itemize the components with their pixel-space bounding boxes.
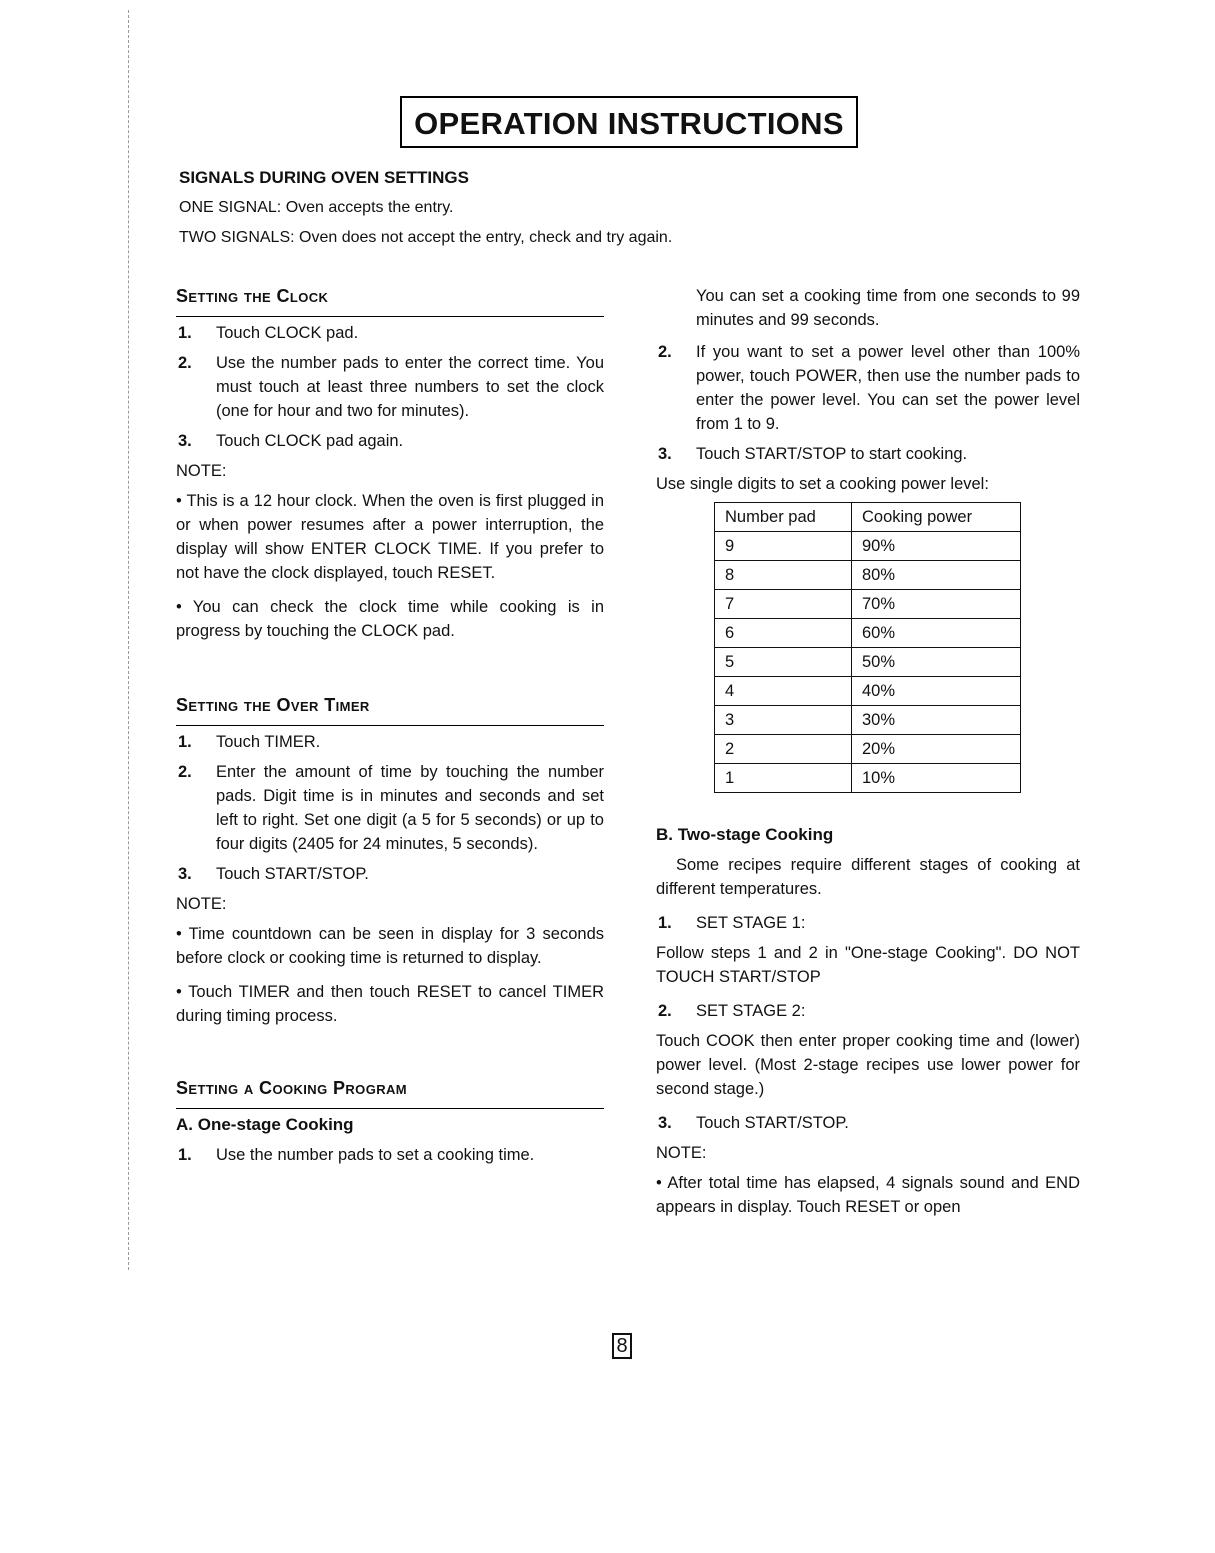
stage-1-text: Follow steps 1 and 2 in "One-stage Cooking". DO NOT TOUCH START/STOP (656, 944, 1080, 986)
table-cell: 40% (852, 677, 1021, 706)
table-cell: 3 (715, 706, 852, 735)
two-stage-note-label: NOTE: (656, 1144, 707, 1162)
table-cell: 5 (715, 648, 852, 677)
program-heading: Setting a Cooking Program (176, 1076, 604, 1109)
table-row (715, 532, 1021, 561)
one-stage-heading: A. One-stage Cooking (176, 1115, 354, 1134)
one-stage-continued: You can set a cooking time from one seconds to 99 minutes and 99 seconds. (696, 287, 1080, 329)
table-cell: 7 (715, 590, 852, 619)
timer-step-1: 1. Touch TIMER. (178, 733, 321, 751)
table-row (715, 561, 1021, 590)
stage-2-text: Touch COOK then enter proper cooking time and (lower) power level. (Most 2-stage recipes use lower power for second stage.) (656, 1032, 1080, 1098)
table-row (715, 706, 1021, 735)
table-row (715, 677, 1021, 706)
table-cell: 60% (852, 619, 1021, 648)
table-cell: 80% (852, 561, 1021, 590)
clock-heading: Setting the Clock (176, 284, 604, 317)
table-row (715, 619, 1021, 648)
clock-note-1: • This is a 12 hour clock. When the oven is first plugged in or when power resumes after a power interruption, the display will show ENTER CLOCK TIME. If you prefer to not have the clock displayed, touch RESET. (176, 492, 604, 582)
stage-3-label: 3. Touch START/STOP. (658, 1114, 849, 1132)
table-row (715, 735, 1021, 764)
signals-one: ONE SIGNAL: Oven accepts the entry. (179, 199, 454, 216)
table-cell: 70% (852, 590, 1021, 619)
table-cell: 50% (852, 648, 1021, 677)
timer-heading: Setting the Over Timer (176, 693, 604, 726)
table-row (715, 764, 1021, 793)
timer-step-2: 2. Enter the amount of time by touching the number pads. Digit time is in minutes and seconds and set left to right. Set one digit (a 5 for 5 seconds) or up to four digits (2405 for 24 minutes, 5 seconds). (178, 763, 604, 853)
clock-step-3: 3. Touch CLOCK pad again. (178, 432, 404, 450)
power-level-table (714, 502, 1021, 793)
table-row (715, 590, 1021, 619)
one-stage-step-2: 2. If you want to set a power level other than 100% power, touch POWER, then use the number pads to enter the power level. You can set the power level from 1 to 9. (658, 343, 1080, 433)
two-stage-intro: Some recipes require different stages of cooking at different temperatures. (656, 856, 1080, 898)
page-number: 8 (612, 1333, 632, 1359)
page-title: OPERATION INSTRUCTIONS (400, 96, 858, 148)
signals-heading: SIGNALS DURING OVEN SETTINGS (179, 168, 469, 187)
table-cell: 9 (715, 532, 852, 561)
clock-step-2: 2. Use the number pads to enter the correct time. You must touch at least three numbers to set the clock (one for hour and two for minutes). (178, 354, 604, 420)
table-header-cell: Cooking power (852, 503, 1021, 532)
right-column (656, 284, 1080, 1229)
power-table-intro: Use single digits to set a cooking power level: (656, 475, 989, 493)
table-header-cell: Number pad (715, 503, 852, 532)
timer-note-label: NOTE: (176, 895, 227, 913)
table-cell: 1 (715, 764, 852, 793)
two-stage-heading: B. Two-stage Cooking (656, 825, 834, 844)
table-cell: 20% (852, 735, 1021, 764)
clock-note-label: NOTE: (176, 462, 227, 480)
table-row (715, 648, 1021, 677)
signals-two: TWO SIGNALS: Oven does not accept the entry, check and try again. (179, 229, 673, 246)
left-column (176, 284, 604, 1173)
table-cell: 4 (715, 677, 852, 706)
signals-section (179, 166, 879, 256)
table-cell: 10% (852, 764, 1021, 793)
timer-note-1: • Time countdown can be seen in display for 3 seconds before clock or cooking time is returned to display. (176, 925, 604, 967)
clock-step-1: 1. Touch CLOCK pad. (178, 324, 359, 342)
table-cell: 2 (715, 735, 852, 764)
stage-2-label: 2. SET STAGE 2: (658, 1002, 806, 1020)
scan-margin-line (128, 10, 129, 1270)
table-cell: 6 (715, 619, 852, 648)
table-header-row (715, 503, 1021, 532)
table-cell: 90% (852, 532, 1021, 561)
timer-step-3: 3. Touch START/STOP. (178, 865, 369, 883)
table-cell: 30% (852, 706, 1021, 735)
one-stage-step-3: 3. Touch START/STOP to start cooking. (658, 445, 968, 463)
two-stage-note: • After total time has elapsed, 4 signals sound and END appears in display. Touch RESET or open (656, 1174, 1080, 1216)
table-cell: 8 (715, 561, 852, 590)
timer-note-2: • Touch TIMER and then touch RESET to cancel TIMER during timing process. (176, 983, 604, 1025)
stage-1-label: 1. SET STAGE 1: (658, 914, 806, 932)
program-step-1: 1. Use the number pads to set a cooking time. (178, 1146, 535, 1164)
clock-note-2: • You can check the clock time while cooking is in progress by touching the CLOCK pad. (176, 598, 604, 640)
